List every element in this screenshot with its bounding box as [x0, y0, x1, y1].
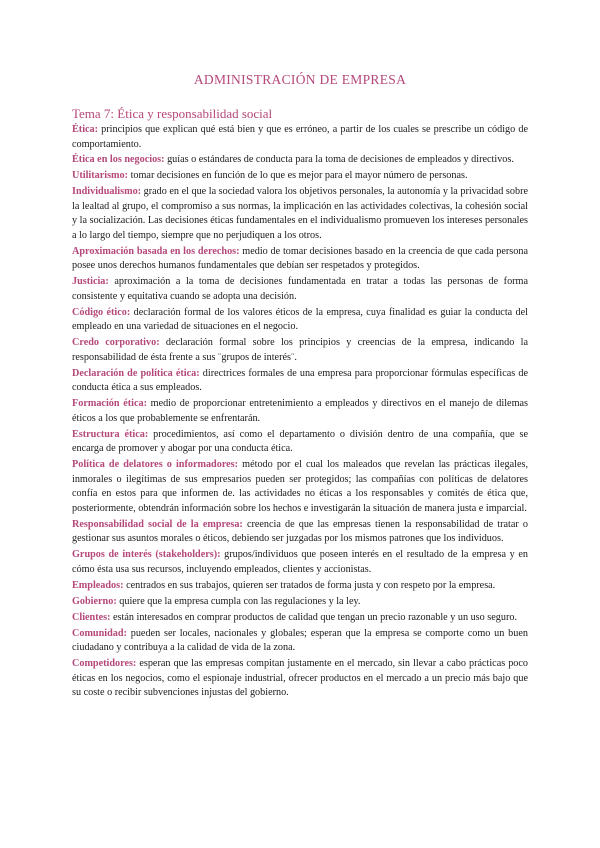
glossary-term: Responsabilidad social de la empresa:	[72, 518, 243, 530]
glossary-term: Empleados:	[72, 579, 124, 591]
glossary-entry-comunidad	[72, 627, 528, 656]
glossary-entry-competidores	[72, 657, 528, 701]
glossary-entry-clientes	[72, 611, 528, 626]
glossary-definition: centrados en sus trabajos, quieren ser tratados de forma justa y con respeto por la empresa.	[123, 579, 496, 591]
glossary-definition: esperan que las empresas compitan justamente en el mercado, sin llevar a cabo prácticas poco éticas en los negocios, como el espionaje industrial, ofrecer productos en el mercado a un precio más bajo que su coste o recibir subvenciones injustas del gobierno.	[72, 658, 528, 699]
glossary-entry-etica-negocios	[72, 153, 528, 168]
glossary-definition: guías o estándares de conducta para la toma de decisiones de empleados y directivos.	[164, 154, 514, 166]
glossary-term: Estructura ética:	[72, 428, 149, 440]
document-page	[72, 0, 528, 702]
glossary-definition: declaración formal de los valores éticos de la empresa, cuya finalidad es guiar la conducta del empleado en una variedad de situaciones en el negocio.	[72, 306, 529, 333]
glossary-term: Declaración de política ética:	[72, 367, 200, 379]
glossary-definition: grado en el que la sociedad valora los objetivos personales, la autonomía y la privacidad sobre la lealtad al grupo, el compromiso a sus normas, la implicación en las actividades colectivas, la cohesión social y la socialización. Las decisiones éticas fundamentales en el individualismo promueven los intereses personales a lo largo del tiempo, siempre que no perjudiquen a los otros.	[72, 186, 528, 241]
glossary-entry-justicia	[72, 275, 528, 304]
glossary-entry-codigo-etico	[72, 306, 528, 335]
glossary-entry-estructura-etica	[72, 428, 528, 457]
section-title: Tema 7: Ética y responsabilidad social	[72, 106, 273, 121]
glossary-definition: quiere que la empresa cumpla con las regulaciones y la ley.	[116, 595, 361, 607]
glossary-list	[72, 123, 528, 701]
glossary-term: Individualismo:	[72, 186, 142, 198]
glossary-definition: procedimientos, así como el departamento o división dentro de una compañía, que se encarga de promover y abogar por una conducta ética.	[72, 428, 528, 455]
glossary-definition: creencia de que las empresas tienen la responsabilidad de tratar o gestionar sus asuntos morales o éticos, debiendo ser juzgadas por los mismos patrones que los individuos.	[72, 518, 528, 545]
glossary-term: Aproximación basada en los derechos:	[72, 245, 240, 257]
glossary-term: Ética:	[72, 124, 99, 135]
glossary-term: Clientes:	[72, 611, 111, 623]
glossary-definition: directrices formales de una empresa para proporcionar fórmulas específicas de conducta ética a sus empleados.	[72, 367, 528, 394]
glossary-term: Grupos de interés (stakeholders):	[72, 549, 221, 561]
glossary-entry-derechos	[72, 245, 528, 274]
glossary-definition: pueden ser locales, nacionales y globales; esperan que la empresa se comporte como un buen ciudadano y contribuya a la calidad de vida de la zona.	[72, 627, 528, 654]
glossary-term: Código ético:	[72, 306, 131, 318]
glossary-entry-grupos-interes	[72, 548, 528, 577]
glossary-definition: aproximación a la toma de decisiones fundamentada en tratar a todas las personas de forma consistente y equitativa cuando se adopta una decisión.	[72, 276, 528, 302]
glossary-term: Política de delatores o informadores:	[72, 459, 239, 471]
document-title: ADMINISTRACIÓN DE EMPRESA	[193, 72, 407, 87]
glossary-term: Ética en los negocios:	[72, 154, 165, 166]
glossary-entry-gobierno	[72, 595, 528, 610]
glossary-term: Justicia:	[72, 276, 109, 288]
glossary-definition: están interesados en comprar productos de calidad que tengan un precio razonable y un uso seguro.	[110, 611, 517, 623]
glossary-definition: grupos/individuos que poseen interés en el resultado de la empresa y en cómo ésta usa sus recursos, incluyendo empleados, clientes y accionistas.	[72, 549, 528, 575]
glossary-entry-utilitarismo	[72, 169, 528, 184]
glossary-entry-responsabilidad-social	[72, 518, 528, 547]
glossary-term: Competidores:	[72, 658, 137, 670]
glossary-term: Formación ética:	[72, 398, 147, 410]
glossary-definition: método por el cual los maleados que revelan las prácticas ilegales, inmorales o ilegítimas de sus empresarios pueden ser protegidos; las compañías con políticas de delatores confía en estos para que informen de. las actividades no éticas a los responsables y comités de ética que, posteriormente, obtendrán información sobre los hechos e investigarán la situación de manera justa e imparcial.	[72, 459, 528, 514]
glossary-term: Credo corporativo:	[72, 337, 160, 349]
glossary-term: Utilitarismo:	[72, 170, 129, 182]
glossary-entry-politica-delatores	[72, 458, 528, 516]
glossary-term: Gobierno:	[72, 595, 117, 607]
glossary-definition: declaración formal sobre los principios y creencias de la empresa, indicando la responsabilidad de ésta frente a sus ¨grupos de interés¨.	[72, 337, 528, 363]
glossary-entry-individualismo	[72, 185, 528, 243]
glossary-definition: medio de tomar decisiones basado en la creencia de que cada persona posee unos derechos humanos fundamentales que debían ser respetados y protegidos.	[72, 245, 528, 272]
glossary-entry-politica-etica	[72, 367, 528, 396]
glossary-entry-credo-corporativo	[72, 336, 528, 365]
glossary-definition: tomar decisiones en función de lo que es mejor para el mayor número de personas.	[128, 170, 468, 182]
glossary-definition: principios que explican qué está bien y que es erróneo, a partir de los cuales se prescribe un código de comportamiento.	[72, 124, 528, 150]
glossary-term: Comunidad:	[72, 627, 127, 639]
glossary-definition: medio de proporcionar entretenimiento a empleados y directivos en el manejo de dilemas éticos a los que probablemente se enfrentarán.	[72, 398, 528, 424]
glossary-entry-empleados	[72, 579, 528, 594]
glossary-entry-formacion-etica	[72, 397, 528, 426]
glossary-entry-etica	[72, 123, 528, 152]
